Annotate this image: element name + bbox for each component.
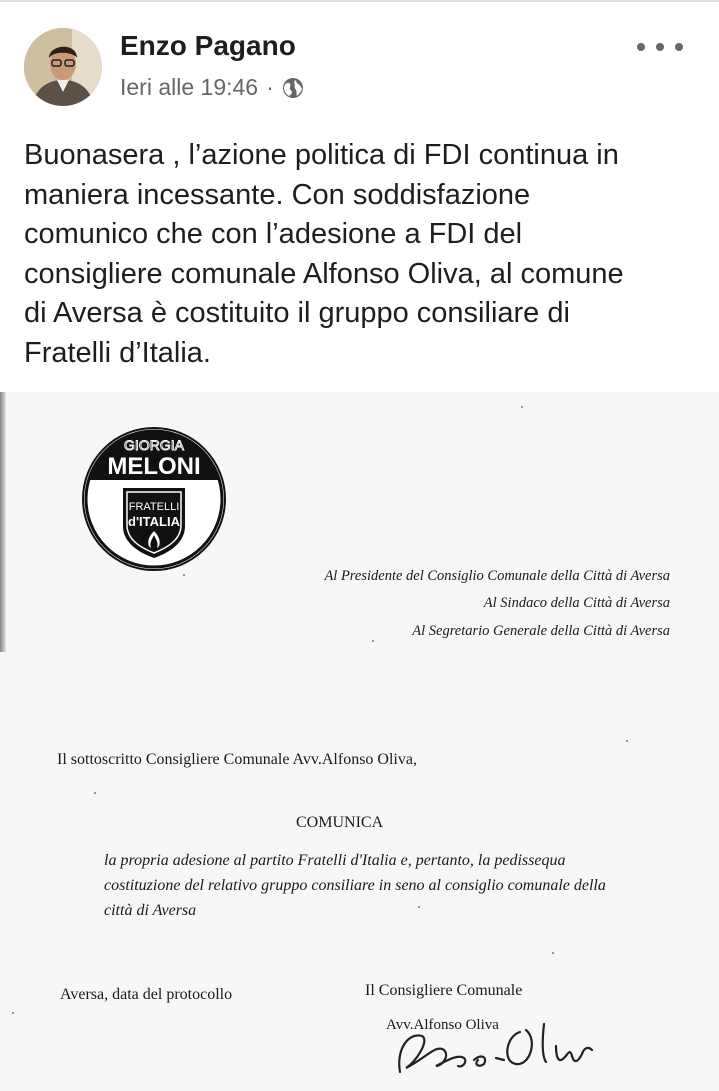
recipient-line: Al Presidente del Consiglio Comunale della Città di Aversa (324, 568, 670, 584)
post-text-line: di Aversa è costituito il gruppo consiliare di (24, 297, 570, 329)
body-line: la propria adesione al partito Fratelli d'Italia e, pertanto, la pedissequa (104, 852, 566, 869)
logo-main-text: MELONI (107, 453, 201, 480)
handwritten-signature (378, 1010, 618, 1080)
author-name[interactable]: Enzo Pagano (120, 30, 296, 61)
logo-line2: d'ITALIA (128, 514, 180, 529)
body-text (104, 848, 704, 923)
comunica-heading: COMUNICA (296, 814, 384, 831)
recipient-line: Al Segretario Generale della Città di Aversa (412, 623, 670, 639)
party-logo (81, 426, 227, 572)
avatar[interactable] (24, 28, 102, 106)
post-text (24, 136, 704, 373)
signature-name: Avv.Alfonso Oliva (386, 1017, 499, 1033)
post-text-line: Fratelli d’Italia. (24, 336, 211, 369)
body-line: costituzione del relativo gruppo consiliare in seno al consiglio comunale della (104, 877, 606, 894)
top-divider (0, 0, 719, 2)
post-text-line: Buonasera , l’azione politica di FDI continua in (24, 139, 619, 171)
globe-icon[interactable] (282, 77, 304, 99)
recipient-line: Al Sindaco della Città di Aversa (483, 595, 670, 611)
post-text-line: comunico che con l’adesione a FDI del (24, 218, 523, 250)
post-timestamp[interactable]: Ieri alle 19:46 (120, 74, 259, 100)
post-text-line: maniera incessante. Con soddisfazione (24, 178, 531, 211)
post-photo[interactable] (0, 392, 719, 1091)
place-date: Aversa, data del protocollo (60, 986, 233, 1003)
post-text-line: consigliere comunale Alfonso Oliva, al comune (24, 257, 624, 290)
signature-title: Il Consigliere Comunale (365, 982, 523, 999)
intro-line: Il sottoscritto Consigliere Comunale Avv.Alfonso Oliva, (57, 751, 417, 768)
logo-top-text: GIORGIA (124, 437, 184, 453)
body-line: città di Aversa (104, 902, 197, 919)
post-header (24, 28, 695, 108)
post-meta (120, 74, 304, 101)
meta-separator: · (266, 74, 274, 100)
paper-edge (0, 392, 6, 652)
more-options-icon[interactable] (637, 36, 683, 58)
logo-line1: FRATELLI (128, 501, 180, 513)
